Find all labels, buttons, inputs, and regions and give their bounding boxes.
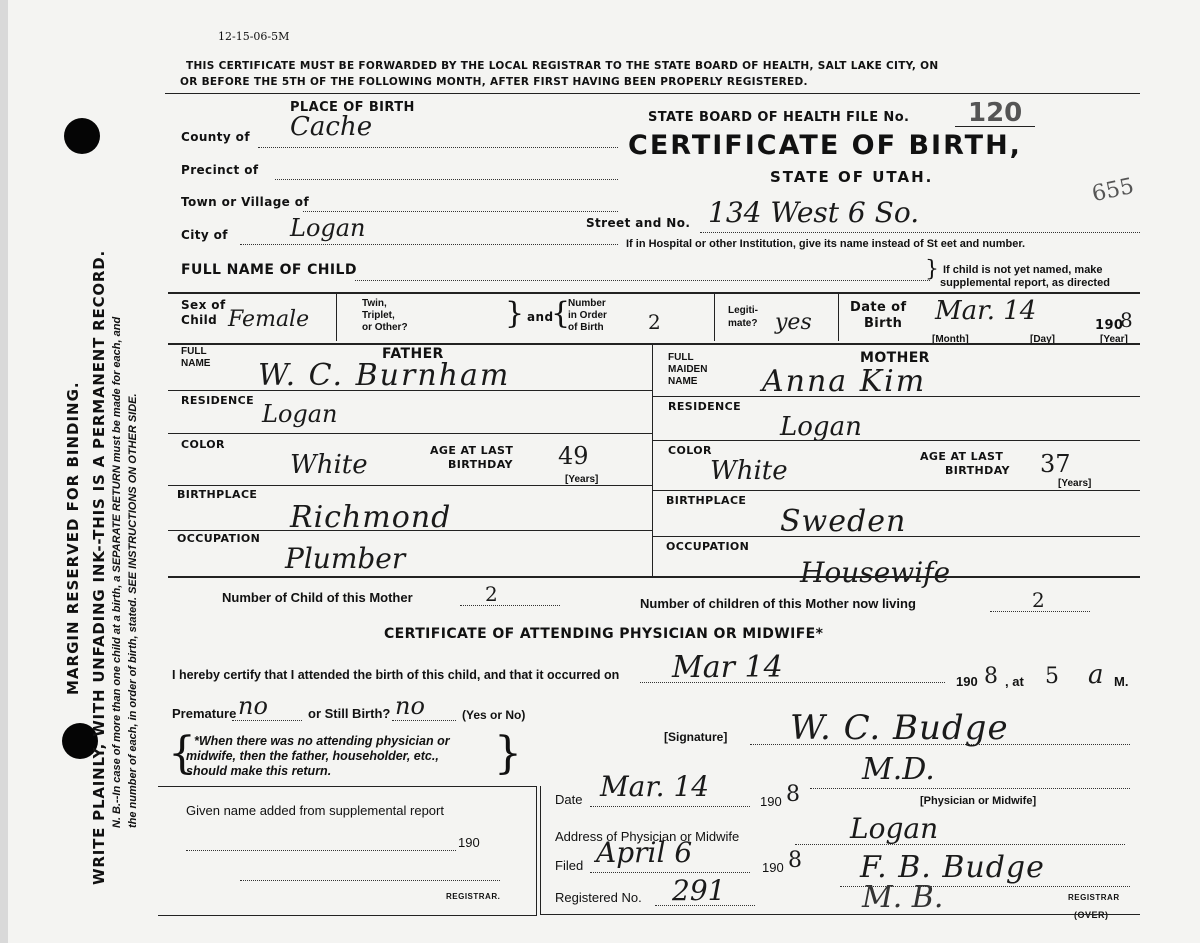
filed-year-suffix: 8	[788, 848, 802, 873]
supplemental-label: Given name added from supplemental report	[186, 803, 444, 818]
town-label: Town or Village of	[181, 195, 310, 209]
still-birth-label: or Still Birth?	[308, 706, 391, 721]
street-value: 134 West 6 So.	[708, 196, 920, 229]
county-value: Cache	[290, 112, 373, 142]
birth-hour: 5	[1045, 664, 1059, 689]
sign-date-label: Date	[555, 792, 583, 807]
note-line1: *When there was no attending physician or	[194, 734, 450, 748]
sign-date: Mar. 14	[600, 770, 710, 803]
street-note: If in Hospital or other Institution, give its name instead of St eet and number.	[626, 238, 1026, 250]
father-name: W. C. Burnham	[258, 358, 511, 393]
legit-label2: mate?	[728, 318, 758, 329]
note-line3: should make this return.	[186, 764, 332, 778]
sign-year-suffix: 8	[786, 782, 800, 807]
city-value: Logan	[290, 214, 366, 242]
birth-year-prefix: 190	[956, 674, 978, 689]
year-label: [Year]	[1100, 334, 1128, 345]
file-number: 120	[968, 98, 1023, 128]
mother-color-label: COLOR	[668, 444, 712, 457]
sex-value: Female	[228, 307, 310, 332]
child-name-note1: If child is not yet named, make	[943, 264, 1103, 276]
mother-age-label2: BIRTHDAY	[945, 464, 1010, 477]
mother-birthplace: Sweden	[780, 504, 907, 539]
at-label: , at	[1005, 674, 1024, 689]
premature-label: Premature	[172, 706, 237, 721]
father-residence: Logan	[262, 400, 338, 428]
note-line2: midwife, then the father, householder, etc.,	[186, 749, 439, 763]
still-birth-value: no	[395, 692, 425, 720]
sign-year-prefix: 190	[760, 794, 782, 809]
mother-maiden-label: MAIDEN	[668, 364, 708, 375]
birth-year-suffix: 8	[984, 664, 998, 689]
m-label: M.	[1114, 674, 1129, 689]
header-line2: OR BEFORE THE 5TH OF THE FOLLOWING MONTH, AFTER FIRST HAVING BEEN PROPERLY REGISTERED.	[180, 76, 808, 88]
sex-label1: Sex of	[181, 298, 226, 312]
certify-text: I hereby certify that I attended the birth of this child, and that it occurred on	[172, 668, 620, 682]
child-number-label: Number of Child of this Mother	[222, 590, 413, 605]
father-birthplace: Richmond	[290, 500, 452, 535]
margin-binding-text: MARGIN RESERVED FOR BINDING.	[64, 381, 82, 695]
registrar-signature: F. B. Budge	[860, 850, 1045, 885]
order-label3: of Birth	[568, 322, 604, 333]
mother-birthplace-label: BIRTHPLACE	[666, 494, 747, 507]
registrar-label: REGISTRAR	[1068, 893, 1120, 902]
legit-label1: Legiti-	[728, 305, 758, 316]
twin-label1: Twin,	[362, 298, 387, 309]
premature-value: no	[238, 692, 268, 720]
father-occupation-label: OCCUPATION	[177, 532, 261, 545]
dob-year-suffix: 8	[1120, 308, 1133, 332]
father-color-label: COLOR	[181, 438, 225, 451]
mother-years-label: [Years]	[1058, 478, 1092, 489]
filed-year-prefix: 190	[762, 860, 784, 875]
father-name-label: NAME	[181, 358, 211, 369]
father-color: White	[290, 450, 368, 480]
father-residence-label: RESIDENCE	[181, 394, 255, 407]
street-label: Street and No.	[586, 216, 691, 230]
living-number-value: 2	[1032, 588, 1045, 612]
margin-note-line1: N. B.--In case of more than one child at a birth, a SEPARATE RETURN must be made for each, and	[111, 316, 123, 828]
mother-residence-label: RESIDENCE	[668, 400, 742, 413]
registered-label: Registered No.	[555, 890, 642, 905]
birth-ampm: a	[1088, 660, 1104, 690]
margin-note-line2: the number of each, in order of birth, stated. SEE INSTRUCTIONS ON OTHER SIDE.	[127, 393, 139, 828]
father-age-label2: BIRTHDAY	[448, 458, 513, 471]
order-value: 2	[648, 310, 661, 334]
form-code: 12-15-06-5M	[218, 30, 290, 43]
twin-label2: Triplet,	[362, 310, 395, 321]
yes-no-label: (Yes or No)	[462, 708, 526, 722]
mother-color: White	[710, 456, 788, 486]
physician-signature: W. C. Budge	[790, 708, 1009, 748]
month-label: [Month]	[932, 334, 969, 345]
binding-hole-top	[64, 118, 100, 154]
order-label2: in Order	[568, 310, 607, 321]
physician-title: M.D.	[862, 752, 935, 787]
dob-year-prefix: 190	[1095, 318, 1124, 333]
margin-file-note: 655	[1089, 173, 1137, 208]
birth-date: Mar 14	[672, 650, 783, 685]
legit-value: yes	[775, 310, 812, 335]
father-heading: FATHER	[382, 346, 444, 362]
address-label: Address of Physician or Midwife	[555, 829, 740, 844]
living-number-label: Number of children of this Mother now living	[640, 596, 916, 611]
precinct-label: Precinct of	[181, 163, 259, 177]
registrar-initials: M. B.	[862, 880, 944, 915]
registered-number: 291	[672, 874, 726, 907]
place-of-birth-heading: PLACE OF BIRTH	[290, 100, 415, 115]
dob-month-day: Mar. 14	[935, 296, 1037, 326]
supplemental-year: 190	[458, 835, 480, 850]
filed-label: Filed	[555, 858, 584, 873]
physician-title-label: [Physician or Midwife]	[920, 795, 1037, 807]
supplemental-registrar: REGISTRAR.	[446, 892, 501, 901]
father-birthplace-label: BIRTHPLACE	[177, 488, 258, 501]
margin-ink-text: WRITE PLAINLY, WITH UNFADING INK--THIS IS A PERMANENT RECORD.	[90, 249, 108, 885]
mother-name: Anna Kim	[762, 364, 927, 399]
mother-full-label: FULL	[668, 352, 694, 363]
county-label: County of	[181, 130, 250, 144]
mother-occupation-label: OCCUPATION	[666, 540, 750, 553]
mother-age-label1: AGE AT LAST	[920, 450, 1004, 463]
dob-label2: Birth	[864, 316, 903, 331]
mother-name-label: NAME	[668, 376, 698, 387]
dob-label1: Date of	[850, 300, 907, 315]
father-years-label: [Years]	[565, 474, 599, 485]
mother-occupation: Housewife	[800, 556, 951, 589]
mother-heading: MOTHER	[860, 350, 930, 366]
father-age: 49	[558, 442, 589, 470]
signature-label: [Signature]	[664, 730, 728, 744]
sex-label2: Child	[181, 313, 218, 327]
mother-age: 37	[1040, 450, 1071, 478]
and-label: and	[527, 310, 554, 324]
child-name-note2: supplemental report, as directed	[940, 277, 1110, 289]
state-of-utah: STATE OF UTAH.	[770, 168, 934, 186]
twin-label3: or Other?	[362, 322, 408, 333]
day-label: [Day]	[1030, 334, 1056, 345]
father-occupation: Plumber	[285, 542, 406, 575]
city-label: City of	[181, 228, 228, 242]
physician-heading: CERTIFICATE OF ATTENDING PHYSICIAN OR MIDWIFE*	[384, 626, 824, 642]
physician-address: Logan	[850, 812, 939, 845]
order-label1: Number	[568, 298, 606, 309]
father-age-label1: AGE AT LAST	[430, 444, 514, 457]
child-number-value: 2	[485, 582, 498, 606]
filed-date: April 6	[596, 836, 693, 869]
file-number-label: STATE BOARD OF HEALTH FILE No.	[648, 110, 910, 125]
header-line1: THIS CERTIFICATE MUST BE FORWARDED BY THE LOCAL REGISTRAR TO THE STATE BOARD OF HEALTH, SALT LAKE CITY, ON	[186, 60, 939, 72]
over-label: (OVER)	[1074, 910, 1109, 920]
certificate-title: CERTIFICATE OF BIRTH,	[628, 130, 1022, 161]
father-full-label: FULL	[181, 346, 207, 357]
mother-residence: Logan	[780, 412, 862, 442]
child-name-label: FULL NAME OF CHILD	[181, 262, 357, 278]
